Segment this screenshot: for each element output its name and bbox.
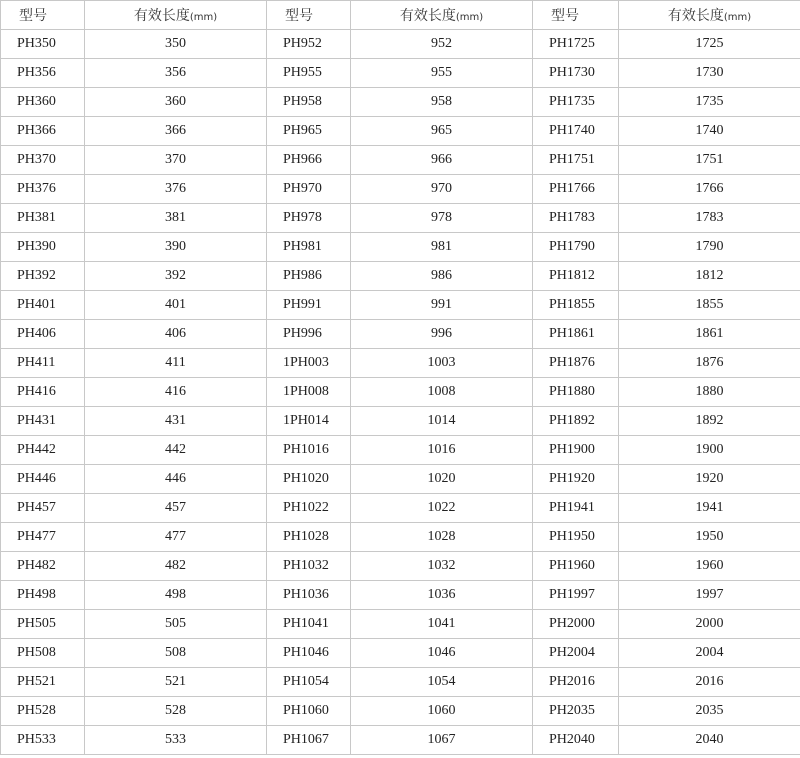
model-cell: PH1028	[267, 523, 351, 552]
table-row	[1, 610, 800, 639]
header-length-unit: (mm)	[189, 12, 218, 23]
length-cell: 986	[351, 262, 533, 291]
length-cell: 442	[85, 436, 267, 465]
model-cell: PH401	[1, 291, 85, 320]
table-row	[1, 436, 800, 465]
model-cell: PH978	[267, 204, 351, 233]
header-length-label: 有效长度	[133, 8, 190, 24]
header-model-1: 型号	[1, 1, 85, 30]
model-cell: PH2000	[533, 610, 619, 639]
table-row	[1, 465, 800, 494]
header-model-3: 型号	[533, 1, 619, 30]
table-row	[1, 204, 800, 233]
length-cell: 978	[351, 204, 533, 233]
header-length-unit: (mm)	[455, 12, 484, 23]
length-cell: 2004	[619, 639, 800, 668]
length-cell: 411	[85, 349, 267, 378]
length-cell: 1790	[619, 233, 800, 262]
table-row	[1, 30, 800, 59]
model-cell: PH356	[1, 59, 85, 88]
header-length-label: 有效长度	[399, 8, 456, 24]
model-cell: 1PH003	[267, 349, 351, 378]
length-cell: 1892	[619, 407, 800, 436]
length-cell: 1751	[619, 146, 800, 175]
length-cell: 1861	[619, 320, 800, 349]
model-cell: PH1046	[267, 639, 351, 668]
model-cell: PH1997	[533, 581, 619, 610]
model-cell: PH981	[267, 233, 351, 262]
model-cell: PH1067	[267, 726, 351, 755]
model-cell: PH411	[1, 349, 85, 378]
header-length-3	[619, 1, 800, 30]
table-row	[1, 320, 800, 349]
length-cell: 1036	[351, 581, 533, 610]
length-cell: 1855	[619, 291, 800, 320]
model-cell: PH1783	[533, 204, 619, 233]
model-cell: PH505	[1, 610, 85, 639]
model-cell: PH498	[1, 581, 85, 610]
model-cell: 1PH014	[267, 407, 351, 436]
header-length-2	[351, 1, 533, 30]
length-cell: 1016	[351, 436, 533, 465]
table-row	[1, 88, 800, 117]
length-cell: 1766	[619, 175, 800, 204]
length-cell: 952	[351, 30, 533, 59]
model-cell: PH1766	[533, 175, 619, 204]
length-cell: 356	[85, 59, 267, 88]
length-cell: 965	[351, 117, 533, 146]
length-cell: 406	[85, 320, 267, 349]
length-cell: 2000	[619, 610, 800, 639]
model-cell: PH1900	[533, 436, 619, 465]
model-cell: PH360	[1, 88, 85, 117]
length-cell: 360	[85, 88, 267, 117]
header-model-2: 型号	[267, 1, 351, 30]
length-cell: 981	[351, 233, 533, 262]
length-cell: 366	[85, 117, 267, 146]
model-cell: PH1861	[533, 320, 619, 349]
length-cell: 1008	[351, 378, 533, 407]
table-row	[1, 349, 800, 378]
length-cell: 970	[351, 175, 533, 204]
length-cell: 533	[85, 726, 267, 755]
model-cell: PH533	[1, 726, 85, 755]
model-cell: PH477	[1, 523, 85, 552]
header-length-label: 有效长度	[667, 8, 724, 24]
header-length-1	[85, 1, 267, 30]
model-cell: PH966	[267, 146, 351, 175]
length-cell: 1941	[619, 494, 800, 523]
model-cell: PH1041	[267, 610, 351, 639]
model-cell: PH952	[267, 30, 351, 59]
model-cell: PH1725	[533, 30, 619, 59]
length-cell: 457	[85, 494, 267, 523]
table-row	[1, 494, 800, 523]
length-cell: 1060	[351, 697, 533, 726]
length-cell: 1020	[351, 465, 533, 494]
length-cell: 1014	[351, 407, 533, 436]
length-cell: 966	[351, 146, 533, 175]
model-cell: PH996	[267, 320, 351, 349]
model-cell: PH1060	[267, 697, 351, 726]
length-cell: 446	[85, 465, 267, 494]
length-cell: 401	[85, 291, 267, 320]
length-cell: 1046	[351, 639, 533, 668]
header-row	[1, 1, 800, 30]
table-row	[1, 233, 800, 262]
table-row	[1, 407, 800, 436]
model-cell: PH1920	[533, 465, 619, 494]
length-cell: 381	[85, 204, 267, 233]
length-cell: 1812	[619, 262, 800, 291]
model-cell: PH528	[1, 697, 85, 726]
length-cell: 1960	[619, 552, 800, 581]
length-cell: 1876	[619, 349, 800, 378]
length-cell: 1900	[619, 436, 800, 465]
length-cell: 482	[85, 552, 267, 581]
model-cell: PH1032	[267, 552, 351, 581]
length-cell: 1920	[619, 465, 800, 494]
model-cell: PH1036	[267, 581, 351, 610]
length-cell: 350	[85, 30, 267, 59]
model-cell: PH370	[1, 146, 85, 175]
length-cell: 1041	[351, 610, 533, 639]
model-cell: PH1020	[267, 465, 351, 494]
length-cell: 431	[85, 407, 267, 436]
table-row	[1, 726, 800, 755]
model-cell: PH431	[1, 407, 85, 436]
model-cell: PH392	[1, 262, 85, 291]
length-cell: 1735	[619, 88, 800, 117]
model-cell: PH965	[267, 117, 351, 146]
model-cell: PH1735	[533, 88, 619, 117]
table-row	[1, 639, 800, 668]
model-cell: PH1855	[533, 291, 619, 320]
length-cell: 508	[85, 639, 267, 668]
model-cell: PH416	[1, 378, 85, 407]
length-cell: 1740	[619, 117, 800, 146]
model-cell: PH508	[1, 639, 85, 668]
length-cell: 370	[85, 146, 267, 175]
length-cell: 958	[351, 88, 533, 117]
model-cell: PH521	[1, 668, 85, 697]
table-row	[1, 59, 800, 88]
length-cell: 505	[85, 610, 267, 639]
length-cell: 1880	[619, 378, 800, 407]
length-cell: 1032	[351, 552, 533, 581]
length-cell: 2035	[619, 697, 800, 726]
model-cell: PH406	[1, 320, 85, 349]
model-cell: PH1730	[533, 59, 619, 88]
table-body	[1, 30, 800, 755]
model-cell: PH390	[1, 233, 85, 262]
model-cell: PH1876	[533, 349, 619, 378]
model-cell: PH376	[1, 175, 85, 204]
length-cell: 376	[85, 175, 267, 204]
model-cell: PH366	[1, 117, 85, 146]
table-row	[1, 581, 800, 610]
length-cell: 991	[351, 291, 533, 320]
model-cell: PH1751	[533, 146, 619, 175]
model-cell: 1PH008	[267, 378, 351, 407]
length-cell: 1067	[351, 726, 533, 755]
length-cell: 390	[85, 233, 267, 262]
model-cell: PH350	[1, 30, 85, 59]
model-cell: PH986	[267, 262, 351, 291]
length-cell: 955	[351, 59, 533, 88]
model-cell: PH381	[1, 204, 85, 233]
length-cell: 392	[85, 262, 267, 291]
table-row	[1, 523, 800, 552]
table-row	[1, 668, 800, 697]
length-cell: 528	[85, 697, 267, 726]
length-cell: 2040	[619, 726, 800, 755]
model-cell: PH2035	[533, 697, 619, 726]
table-row	[1, 262, 800, 291]
model-cell: PH970	[267, 175, 351, 204]
model-cell: PH442	[1, 436, 85, 465]
table-header	[1, 1, 800, 30]
model-cell: PH1016	[267, 436, 351, 465]
model-cell: PH1950	[533, 523, 619, 552]
table-row	[1, 146, 800, 175]
model-cell: PH1054	[267, 668, 351, 697]
model-cell: PH955	[267, 59, 351, 88]
length-cell: 996	[351, 320, 533, 349]
model-cell: PH457	[1, 494, 85, 523]
table-row	[1, 117, 800, 146]
length-cell: 1725	[619, 30, 800, 59]
table-row	[1, 378, 800, 407]
model-cell: PH1960	[533, 552, 619, 581]
model-cell: PH1790	[533, 233, 619, 262]
length-cell: 498	[85, 581, 267, 610]
length-cell: 416	[85, 378, 267, 407]
length-cell: 1022	[351, 494, 533, 523]
table-row	[1, 175, 800, 204]
model-cell: PH2016	[533, 668, 619, 697]
model-cell: PH2040	[533, 726, 619, 755]
table-row	[1, 291, 800, 320]
length-cell: 1783	[619, 204, 800, 233]
model-cell: PH1740	[533, 117, 619, 146]
model-cell: PH958	[267, 88, 351, 117]
length-cell: 1950	[619, 523, 800, 552]
length-cell: 1028	[351, 523, 533, 552]
model-cell: PH1022	[267, 494, 351, 523]
table-row	[1, 552, 800, 581]
model-cell: PH446	[1, 465, 85, 494]
length-cell: 477	[85, 523, 267, 552]
table-row	[1, 697, 800, 726]
model-cell: PH482	[1, 552, 85, 581]
length-cell: 1003	[351, 349, 533, 378]
length-cell: 2016	[619, 668, 800, 697]
model-cell: PH1892	[533, 407, 619, 436]
header-length-unit: (mm)	[723, 12, 752, 23]
model-cell: PH991	[267, 291, 351, 320]
model-cell: PH2004	[533, 639, 619, 668]
length-cell: 1730	[619, 59, 800, 88]
length-cell: 521	[85, 668, 267, 697]
model-cell: PH1812	[533, 262, 619, 291]
model-cell: PH1880	[533, 378, 619, 407]
model-cell: PH1941	[533, 494, 619, 523]
length-cell: 1997	[619, 581, 800, 610]
length-cell: 1054	[351, 668, 533, 697]
